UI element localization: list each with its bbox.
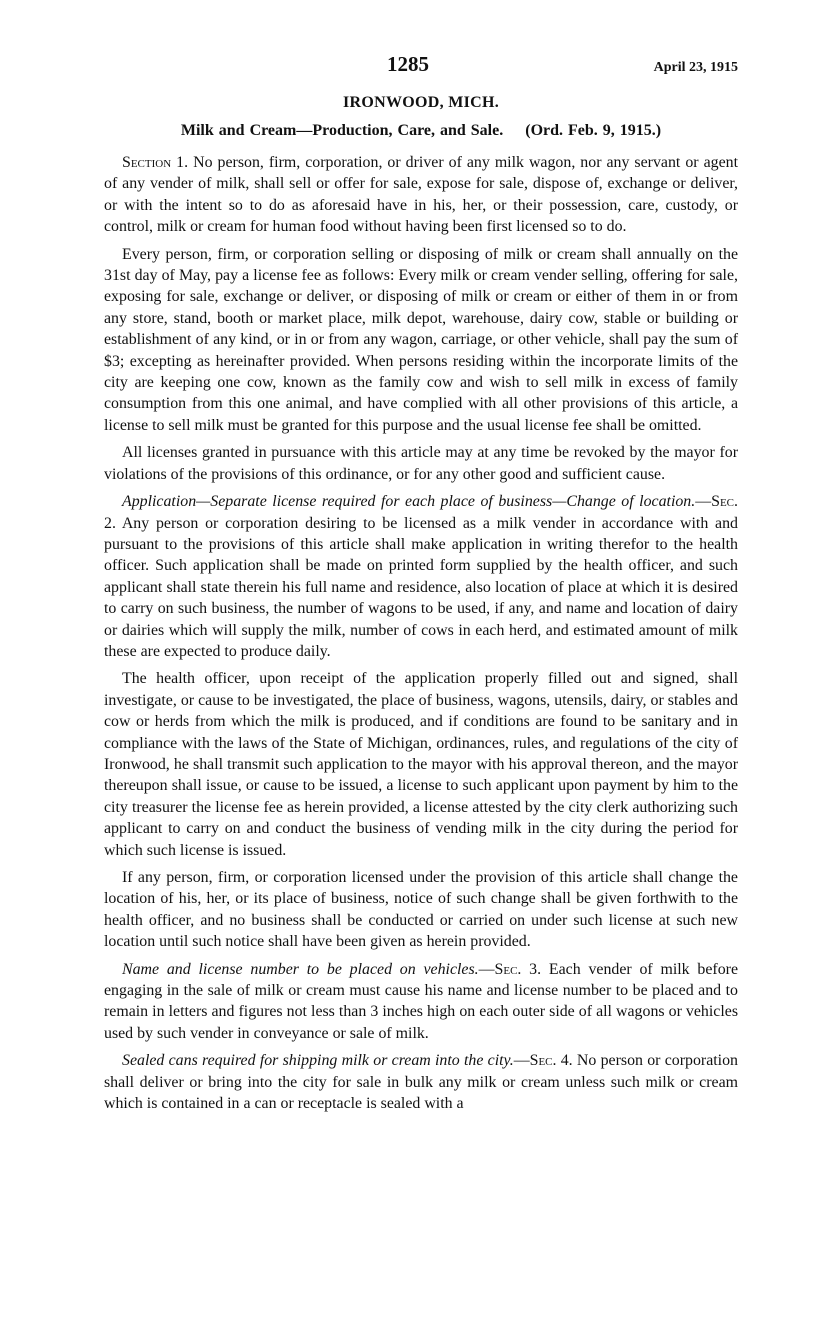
section-1-paragraph <box>104 152 738 238</box>
section-2-heading: Application—Separate license required for each place of business—Change of location. <box>122 493 696 511</box>
health-officer-paragraph: The health officer, upon receipt of the application properly filled out and signed, shall investigate, or cause to be investigated, the place of business, wagons, utensils, dairy, or stables and cow or herds from which the milk is produced, and if conditions are found to be sanitary and in compliance with the laws of the State of Michigan, ordinances, rules, and regulations of the city of Ironwood, he shall transmit such application to the mayor with his approval thereon, and the mayor thereupon shall issue, or cause to be issued, a license to such applicant upon payment by him to the city treasurer the license fee as herein provided, a license attested by the city clerk authorizing such applicant to carry on and conduct the business of vending milk in the city during the period for which such license is issued. <box>104 670 738 859</box>
ordinance-subject: Milk and Cream—Production, Care, and Sale. <box>180 122 504 139</box>
section-4-label: —Sec. 4. <box>513 1052 573 1070</box>
section-3-label: —Sec. 3. <box>478 960 542 978</box>
page-date: April 23, 1915 <box>653 60 738 75</box>
page-header <box>104 52 738 86</box>
section-2-paragraph <box>104 491 738 662</box>
section-1-text: No person, firm, corporation, or driver of any milk wagon, nor any servant or agent of any vender of milk, shall sell or offer for sale, expose for sale, dispose of, exchange or deliver, or with the intent so to do as aforesaid have in his, her, or their possession, care, custody, or control, milk or cream for human food without having been first licensed so to do. <box>104 154 738 236</box>
document-page <box>104 52 738 1120</box>
license-revocation-paragraph: All licenses granted in pursuance with this article may at any time be revoked by the mayor for violations of the provisions of this ordinance, or for any other good and sufficient cause. <box>104 444 738 483</box>
section-1-label: Section 1. <box>122 154 189 171</box>
section-4-paragraph <box>104 1050 738 1114</box>
license-fee-paragraph: Every person, firm, or corporation selling or disposing of milk or cream shall annually on the 31st day of May, pay a license fee as follows: Every milk or cream vender selling, offering for sale, exposing for sale, exchange or deliver, or disposing of milk or cream or either of them in or from any store, stand, booth or market place, milk depot, warehouse, dairy cow, stable or building or establishment of any kind, or in or from any wagon, carriage, or other vehicle, shall pay the sum of $3; excepting as hereinafter provided. When persons residing within the incorporate limits of the city are keeping one cow, known as the family cow and wish to sell milk in excess of family consumption from this one animal, and have complied with all other provisions of this article, a license to sell milk must be granted for this purpose and the usual license fee shall be omitted. <box>104 245 738 434</box>
section-3-heading: Name and license number to be placed on vehicles. <box>122 960 479 978</box>
page-number: 1285 <box>387 52 429 76</box>
ordinance-date: (Ord. Feb. 9, 1915.) <box>525 122 662 139</box>
section-4-text: No person or corporation shall deliver or bring into the city for sale in bulk any milk or cream unless such milk or cream which is contained in a can or receptacle is sealed with a <box>104 1052 738 1113</box>
section-3-paragraph <box>104 959 738 1045</box>
section-2-label: —Sec. 2. <box>104 493 738 532</box>
section-2-text: Any person or corporation desiring to be licensed as a milk vender in accordance with and pursuant to the provisions of this article shall make application in writing therefor to the health officer. Such application shall be made on printed form supplied by the health officer, and such applicant shall state therein his full name and residence, also location of place at which it is desired to carry on such business, the number of wagons to be used, if any, and name and location of dairy or dairies which will supply the milk, number of cows in each herd, and estimated amount of milk these are expected to produce daily. <box>104 514 738 660</box>
city-title: IRONWOOD, MICH. <box>342 94 500 111</box>
section-3-text: Each vender of milk before engaging in the sale of milk or cream must cause his name and license number to be placed and to remain in letters and figures not less than 3 inches high on each outer side of all wagons or vehicles used by such vender in conveyance or sale of milk. <box>104 960 738 1042</box>
ordinance-title <box>104 122 738 140</box>
change-of-location-paragraph: If any person, firm, or corporation licensed under the provision of this article shall change the location of his, her, or its place of business, notice of such change shall be given forthwith to the health officer, and no business shall be conducted or carried on under such license at such new location until such notice shall have been given as herein provided. <box>104 869 738 951</box>
section-4-heading: Sealed cans required for shipping milk or cream into the city. <box>122 1052 514 1070</box>
